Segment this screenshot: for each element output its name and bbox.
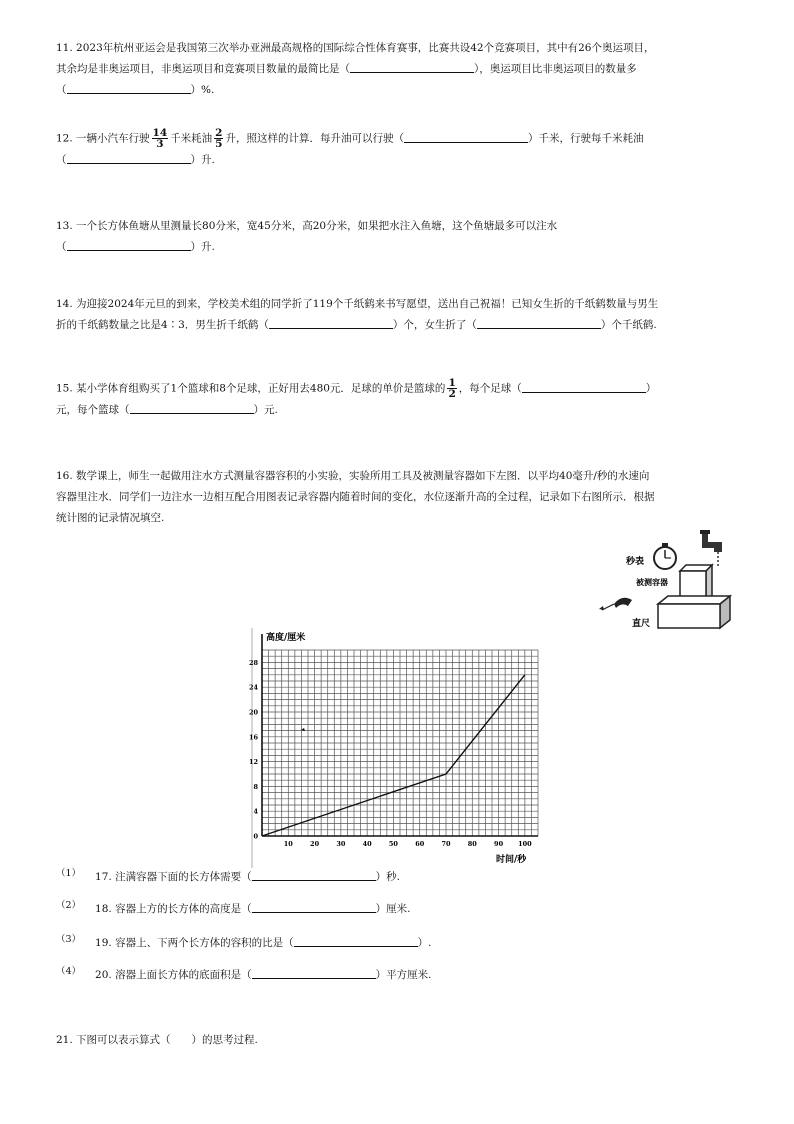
ruler-label: 直尺 <box>632 619 651 629</box>
q16-line2: 容器里注水．同学们一边注水一边相互配合用图表记录容器内随着时间的变化，水位逐渐升高的全过程，记录如下右图所示．根据 <box>56 491 655 503</box>
sub-question-text: ）. <box>417 937 432 949</box>
experiment-apparatus-illustration <box>596 524 746 634</box>
sub-question-text: 20. 溶器上面长方体的底面积是（ <box>95 969 252 981</box>
y-tick-label: 12 <box>248 758 258 767</box>
q15-text: 15. 某小学体育组购买了1个篮球和8个足球，正好用去480元．足球的单价是篮球的 <box>56 382 446 395</box>
q14-text: 折的千纸鹤数量之比是4∶3．男生折千纸鹤（ <box>56 319 269 331</box>
ruler-icon <box>599 598 632 610</box>
faucet-icon <box>702 534 722 552</box>
q11-text: ），奥运项目比非奥运项目的数量多 <box>474 63 637 75</box>
question-11 <box>56 38 746 101</box>
q15-text: ）元. <box>253 403 278 416</box>
water-level-line-chart <box>246 628 568 868</box>
q15-text: ） <box>645 382 657 395</box>
answer-blank[interactable] <box>252 869 376 881</box>
question-14 <box>56 294 746 336</box>
q13-text: （ <box>56 241 67 253</box>
q13-line1: 13. 一个长方体鱼塘从里测量长80分米，宽45分米，高20分米，如果把水注入鱼塘，这个鱼塘最多可以注水 <box>56 220 558 232</box>
answer-blank[interactable] <box>350 61 474 73</box>
y-tick-label: 24 <box>248 683 258 692</box>
test-container-icon <box>658 565 730 628</box>
answer-blank[interactable] <box>522 381 646 393</box>
sub-question-text: 19. 容器上、下两个长方体的容积的比是（ <box>95 937 294 949</box>
q16-line3: 统计图的记录情况填空. <box>56 512 165 524</box>
x-tick-label: 80 <box>467 840 477 848</box>
q14-text: ）个，女生折了（ <box>392 319 477 331</box>
question-12 <box>56 128 746 171</box>
q12-text: （ <box>56 153 67 166</box>
sub-question <box>56 900 410 919</box>
denominator: 2 <box>448 388 456 400</box>
sub-question <box>56 934 431 953</box>
q15-text: ，每个足球（ <box>458 382 522 395</box>
sub-question-number: （1） <box>56 868 82 879</box>
q13-text: ）升. <box>190 241 215 253</box>
q12-text: 12. 一辆小汽车行驶 <box>56 132 150 145</box>
x-tick-label: 30 <box>336 840 346 848</box>
answer-blank[interactable] <box>294 935 418 947</box>
y-tick-label: 4 <box>253 807 258 816</box>
q12-text: ）千米，行驶每千米耗油 <box>527 132 644 145</box>
sub-question-text: 17. 注满容器下面的长方体需要（ <box>95 871 252 883</box>
question-21: 21. 下图可以表示算式（ ）的思考过程. <box>56 1034 258 1046</box>
fraction <box>214 128 223 149</box>
denominator: 5 <box>215 138 223 150</box>
q15-text: 元，每个篮球（ <box>56 403 130 416</box>
q11-text: 其余均是非奥运项目，非奥运项目和竞赛项目数量的最简比是（ <box>56 63 350 75</box>
q12-text: ）升. <box>190 153 215 166</box>
stopwatch-label: 秒表 <box>626 557 645 567</box>
q11-line1: 11. 2023年杭州亚运会是我国第三次举办亚洲最高规格的国际综合性体育赛事，比赛共设42个竞赛项目，其中有26个奥运项目， <box>56 42 655 54</box>
x-tick-label: 90 <box>494 840 504 848</box>
fraction <box>152 128 169 149</box>
answer-blank[interactable] <box>67 152 191 164</box>
sub-question <box>56 868 400 887</box>
sub-question-number: （2） <box>56 900 82 911</box>
answer-blank[interactable] <box>67 239 191 251</box>
y-tick-label: 0 <box>253 832 258 841</box>
fraction <box>447 378 456 399</box>
sub-question-text: 18. 容器上方的长方体的高度是（ <box>95 903 252 915</box>
x-tick-label: 60 <box>415 840 425 848</box>
q11-text: ）%. <box>190 84 215 96</box>
y-tick-label: 16 <box>248 733 258 742</box>
y-tick-label: 8 <box>253 782 258 791</box>
sub-question-number: （3） <box>56 934 82 945</box>
numerator: 1 <box>448 377 456 389</box>
x-tick-label: 20 <box>310 840 320 848</box>
answer-blank[interactable] <box>404 131 528 143</box>
stopwatch-icon <box>654 543 676 569</box>
x-tick-label: 10 <box>283 840 293 848</box>
x-tick-label: 70 <box>441 840 451 848</box>
faucet-handle-icon <box>700 530 710 534</box>
answer-blank[interactable] <box>67 82 191 94</box>
y-axis-label: 高度/厘米 <box>266 633 306 643</box>
q12-text: 千米耗油 <box>170 132 213 145</box>
chart-grid <box>262 650 538 836</box>
answer-blank[interactable] <box>130 402 254 414</box>
q11-text: （ <box>56 84 67 96</box>
q12-text: 升，照这样的计算．每升油可以行驶（ <box>225 132 404 145</box>
q14-text: ）个千纸鹤. <box>600 319 657 331</box>
numerator: 2 <box>215 127 223 139</box>
sub-question-text: ）秒. <box>375 871 400 883</box>
answer-blank[interactable] <box>477 317 601 329</box>
q16-line1: 16. 数学课上，师生一起做用注水方式测量容器容积的小实验，实验所用工具及被测量容器如下左图．以平均40毫升/秒的水速向 <box>56 470 650 482</box>
sub-question-number: （4） <box>56 966 82 977</box>
question-16 <box>56 466 746 529</box>
y-tick-label: 20 <box>248 708 258 717</box>
answer-blank[interactable] <box>252 901 376 913</box>
x-tick-label: 100 <box>518 840 532 848</box>
question-15 <box>56 378 746 421</box>
answer-blank[interactable] <box>269 317 393 329</box>
numerator: 14 <box>152 127 168 139</box>
x-axis-label: 时间/秒 <box>496 855 527 865</box>
sub-question-text: ）平方厘米. <box>375 969 432 981</box>
answer-blank[interactable] <box>252 967 376 979</box>
denominator: 3 <box>156 138 164 150</box>
sub-question <box>56 966 431 985</box>
q14-line1: 14. 为迎接2024年元旦的到来，学校美术组的同学折了119个千纸鹤来书写愿望，送出自己祝福！已知女生折的千纸鹤数量与男生 <box>56 298 659 310</box>
x-tick-label: 40 <box>362 840 372 848</box>
y-tick-label: 28 <box>248 658 258 667</box>
sub-question-text: ）厘米. <box>375 903 411 915</box>
x-tick-label: 50 <box>388 840 398 848</box>
container-label: 被测容器 <box>636 577 668 587</box>
question-13 <box>56 216 746 258</box>
